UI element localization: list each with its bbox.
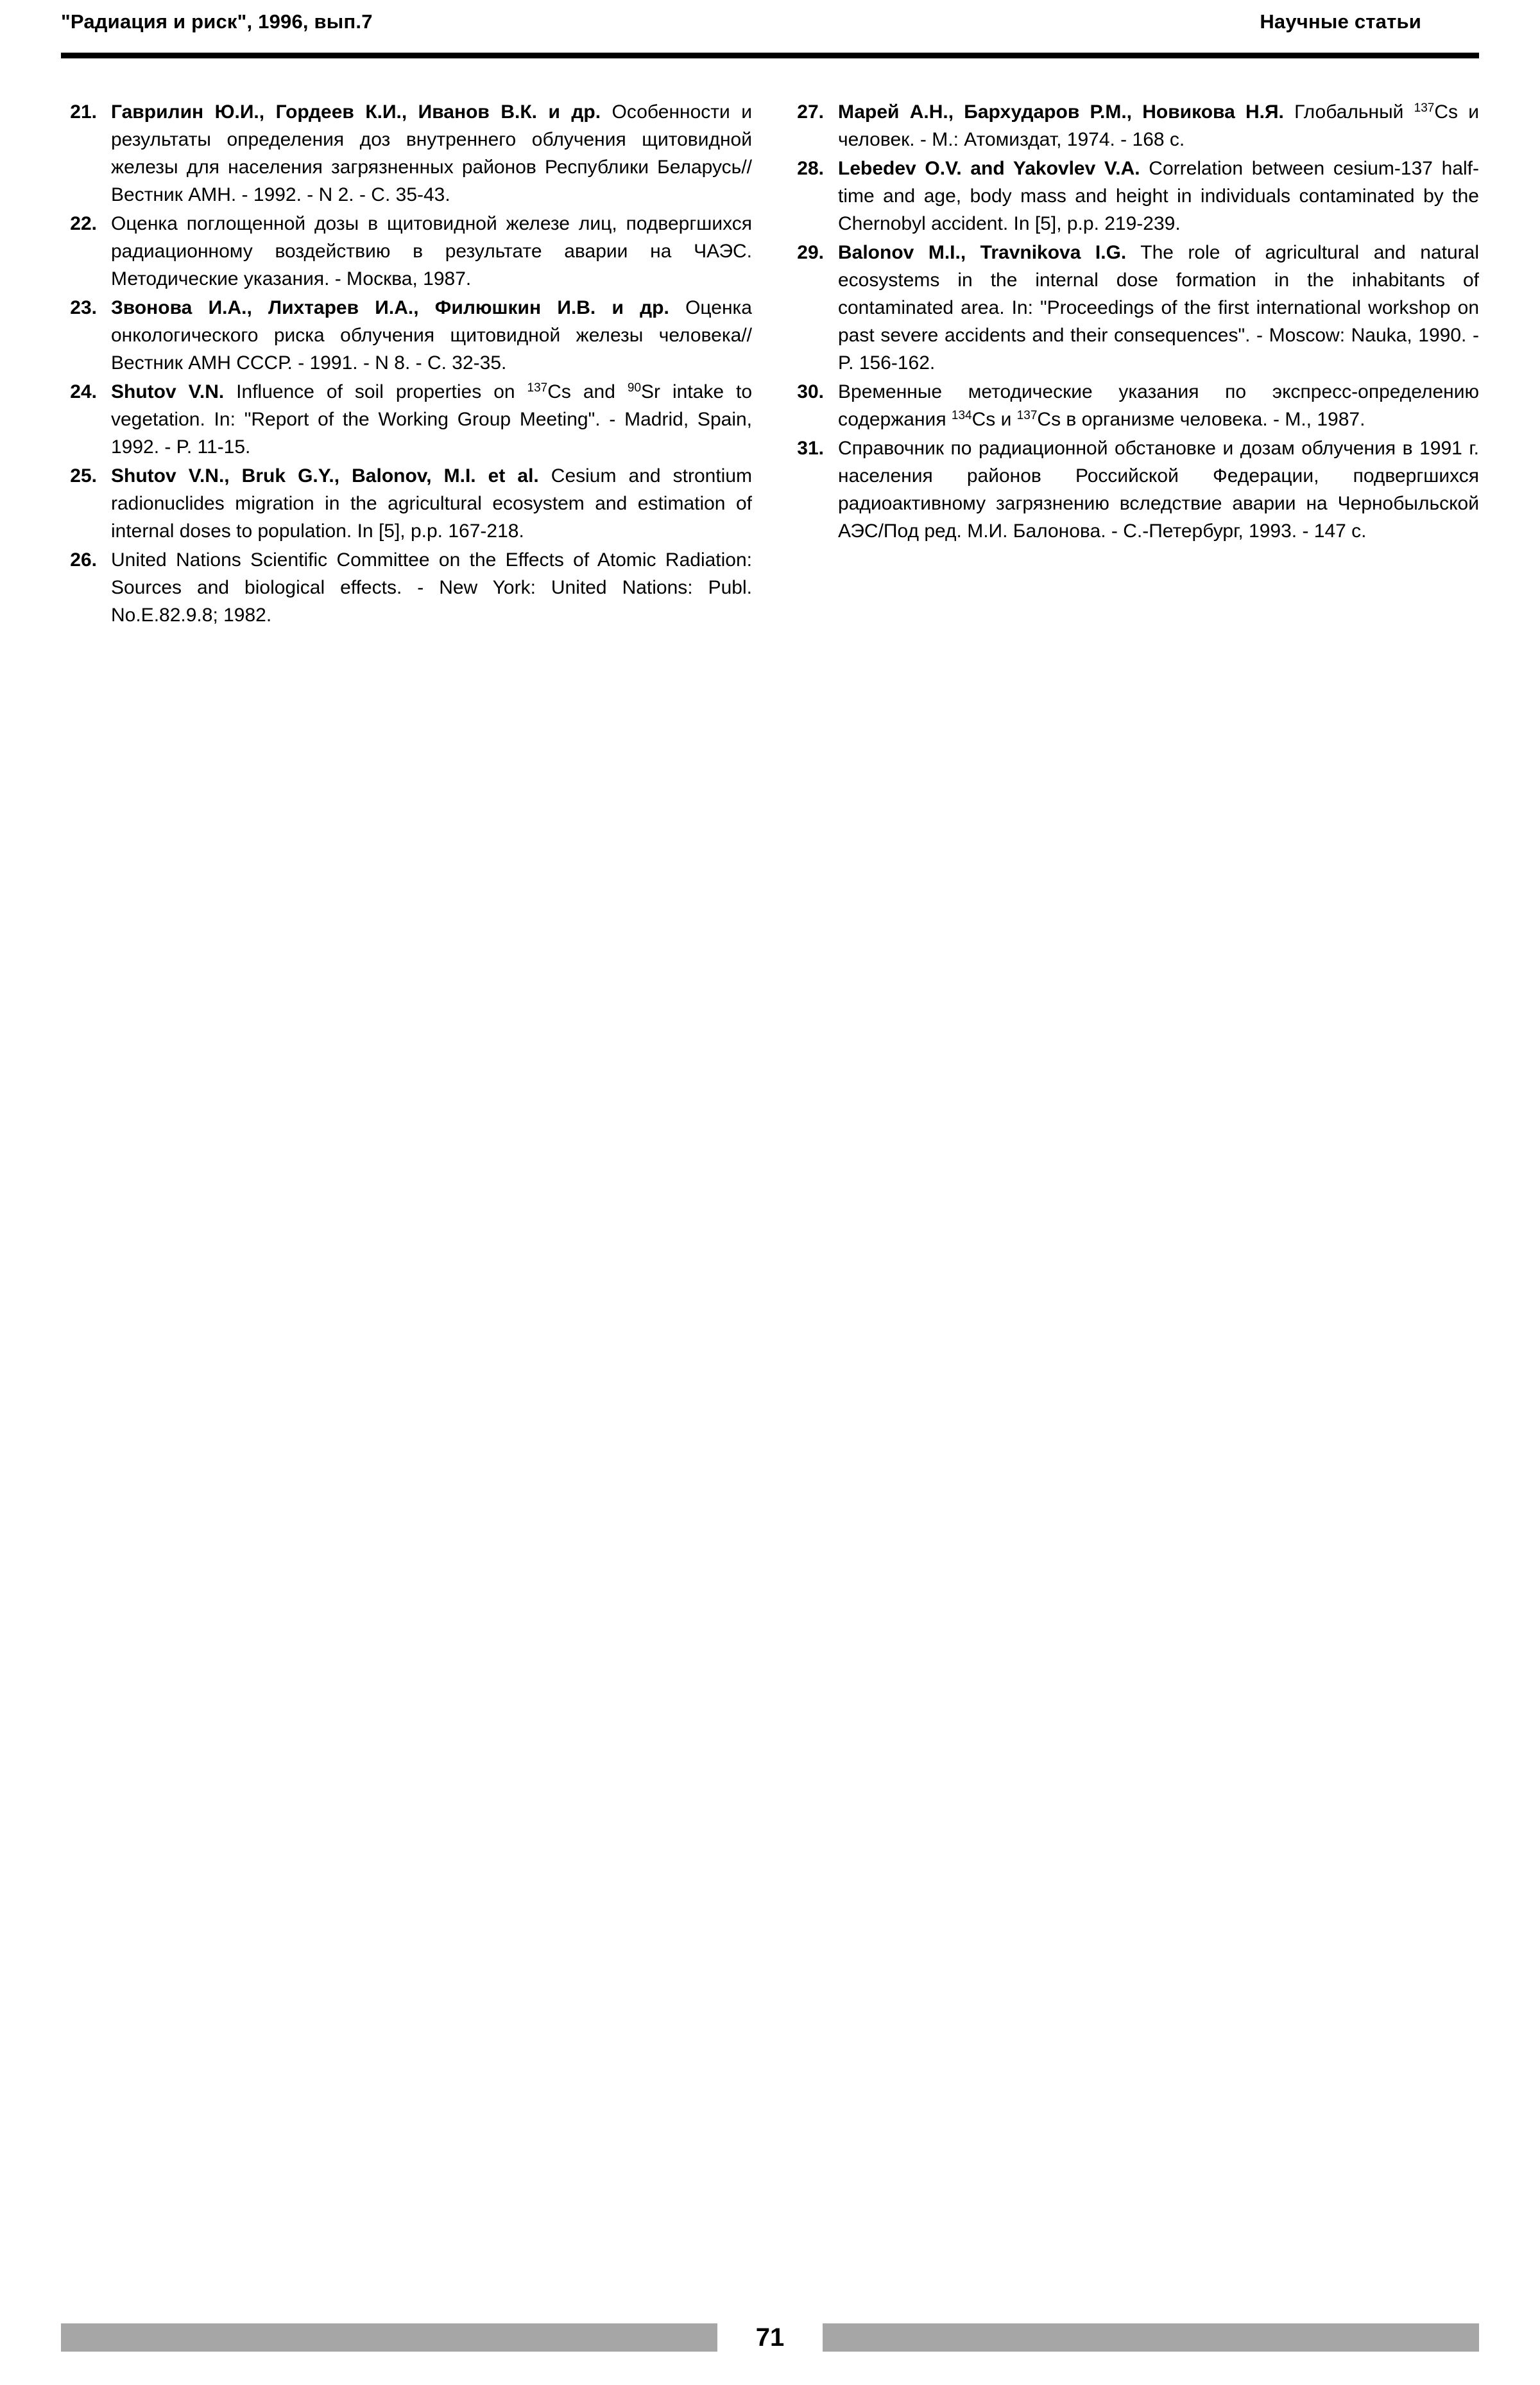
footer-bar-right (823, 2323, 1479, 2352)
reference-entry (788, 155, 1479, 237)
reference-number: 22. (70, 213, 97, 234)
reference-number: 24. (70, 381, 97, 402)
reference-number: 29. (797, 242, 824, 263)
reference-number: 21. (70, 101, 97, 123)
section-title: Научные статьи (1260, 10, 1421, 33)
page-number: 71 (755, 2323, 785, 2352)
reference-entry (61, 210, 752, 293)
journal-title: "Радиация и риск", 1996, вып.7 (61, 10, 373, 33)
reference-text: Оценка поглощенной дозы в щитовидной железе лиц, подвергшихся радиационному воздействию в результате аварии на ЧАЭС. Методические указания. - Москва, 1987. (111, 213, 752, 289)
reference-text: Гаврилин Ю.И., Гордеев К.И., Иванов В.К. и др. Особенности и результаты определения доз внутреннего облучения щитовидной железы для населения загрязненных районов Республики Беларусь//Вестник АМН. - 1992. - N 2. - С. 35-43. (111, 101, 752, 205)
reference-text: Balonov M.I., Travnikova I.G. The role of agricultural and natural ecosystems in the internal dose formation in the inhabitants of contaminated area. In: "Proceedings of the first international workshop on past severe accidents and their consequences". - Moscow: Nauka, 1990. - P. 156-162. (838, 242, 1479, 374)
footer-bar-left (61, 2323, 717, 2352)
reference-entry (61, 98, 752, 209)
reference-entry (788, 98, 1479, 153)
reference-entry (788, 378, 1479, 433)
reference-number: 27. (797, 101, 824, 123)
reference-text: Lebedev O.V. and Yakovlev V.A. Correlation between cesium-137 half-time and age, body mass and height in individuals contaminated by the Chernobyl accident. In [5], p.p. 219-239. (838, 158, 1479, 234)
reference-entry (788, 239, 1479, 377)
reference-number: 25. (70, 465, 97, 486)
header-divider (61, 53, 1479, 58)
reference-entry (788, 435, 1479, 545)
reference-text: Звонова И.А., Лихтарев И.А., Филюшкин И.В. и др. Оценка онкологического риска облучения щитовидной железы человека//Вестник АМН СССР. - 1991. - N 8. - С. 32-35. (111, 297, 752, 374)
reference-number: 30. (797, 381, 824, 402)
reference-text: Shutov V.N. Influence of soil properties on $^{137}$Cs and $^{90}$Sr intake to vegetation. In: "Report of the Working Group Meeting". - Madrid, Spain, 1992. - P. 11-15. (111, 381, 753, 458)
reference-number: 28. (797, 158, 824, 179)
page-footer (0, 2323, 1540, 2352)
reference-text: Временные методические указания по экспресс-определению содержания $^{134}$Cs и $^{137}$Cs в организме человека. - М., 1987. (838, 381, 1479, 430)
reference-text: Марей А.Н., Бархударов Р.М., Новикова Н.Я. Глобальный $^{137}$Cs и человек. - М.: Атомиздат, 1974. - 168 с. (838, 101, 1479, 150)
reference-entry (61, 462, 752, 545)
reference-text: United Nations Scientific Committee on the Effects of Atomic Radiation: Sources and biological effects. - New York: United Nations: Publ. No.E.82.9.8; 1982. (111, 549, 752, 626)
reference-entry (61, 546, 752, 629)
reference-number: 23. (70, 297, 97, 318)
reference-text: Shutov V.N., Bruk G.Y., Balonov, M.I. et al. Cesium and strontium radionuclides migration in the agricultural ecosystem and estimation of internal doses to population. In [5], p.p. 167-218. (111, 465, 752, 542)
right-column (788, 98, 1479, 630)
left-column (61, 98, 752, 630)
page-header (61, 0, 1479, 49)
reference-number: 31. (797, 438, 824, 459)
reference-columns (61, 98, 1479, 630)
reference-entry (61, 294, 752, 377)
reference-number: 26. (70, 549, 97, 571)
reference-text: Справочник по радиационной обстановке и дозам облучения в 1991 г. населения районов Российской Федерации, подвергшихся радиоактивному загрязнению вследствие аварии на Чернобыльской АЭС/Под ред. М.И. Балонова. - С.-Петербург, 1993. - 147 с. (838, 438, 1479, 542)
reference-entry (61, 378, 752, 461)
